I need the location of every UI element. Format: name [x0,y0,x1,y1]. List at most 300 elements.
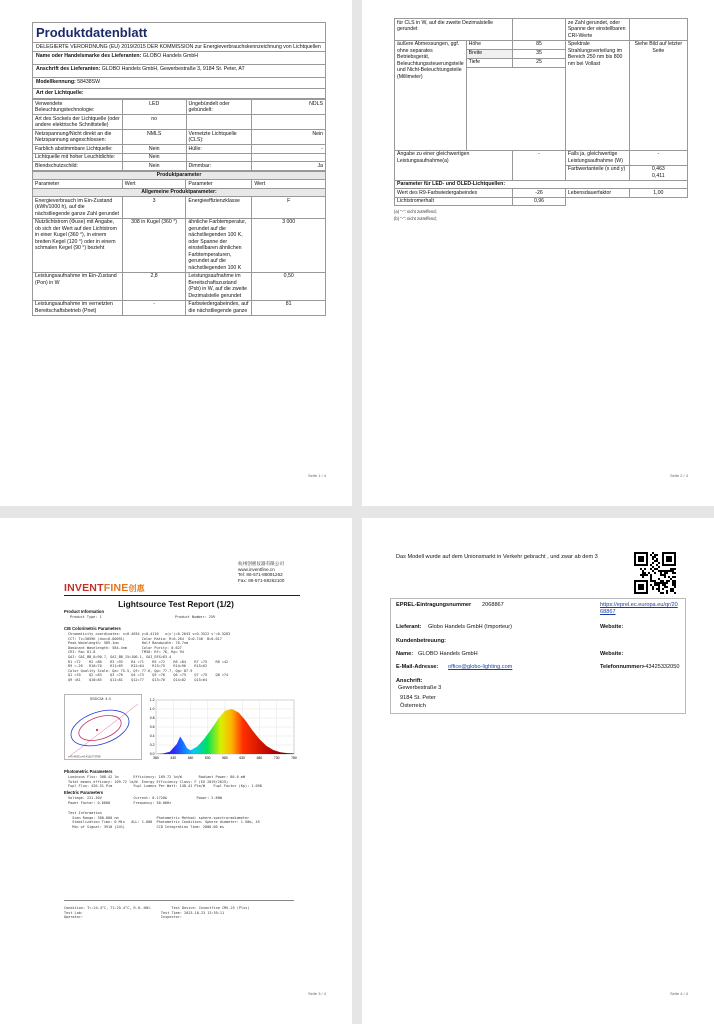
qr-module [674,584,676,586]
page-footer: Seite 3 / 4 [307,991,326,996]
qr-module [666,556,668,558]
qr-module [646,556,648,558]
report-title: Lightsource Test Report (1/2) [118,599,234,609]
qr-module [644,564,646,566]
qr-module [666,552,668,554]
qr-module [646,558,648,560]
qr-module [634,556,636,558]
type-row-value: Nein [122,153,186,162]
address-line-1: Gewerbestraße 3 [398,685,442,691]
footnote-b: (b) "-": nicht zutreffend; [394,216,437,221]
qr-module [664,564,666,566]
qr-module [662,574,664,576]
qr-module [652,562,654,564]
qr-module [650,576,652,578]
electric-line: Voltage: 221.30V Current: 0.1720A Power: 2.80W [68,796,222,800]
product-info-heading: Product Information [64,609,105,614]
type-row-label-2: Ungebündelt oder gebündelt: [186,100,252,115]
params-heading: Produktparameter [33,171,326,180]
qr-module [664,576,666,578]
qr-module [668,552,670,554]
equiv-power-value: - [513,150,566,180]
qr-module [656,560,658,562]
type-row-value-2: Nein [252,130,326,145]
cie-diagram [64,694,142,760]
qr-module [652,580,654,582]
website-label: Website: [600,624,624,630]
support-label: Kundenbetreuung: [396,638,447,644]
qr-module [638,558,640,560]
qr-module [672,552,674,554]
qr-module [662,588,664,590]
qr-module [656,564,658,566]
y-tick-label: 0.2 [149,743,155,748]
param-label: Leistungsaufnahme im Ein-Zustand (Pon) in W [33,272,123,300]
qr-module [642,556,644,558]
chromaticity-y: 0,411 [652,172,665,179]
qr-module [658,570,660,572]
qr-module [654,572,656,574]
chromaticity-label: Farbwertanteile (x und y) [565,165,629,180]
lumen-maintenance-value: 0,96 [513,197,566,206]
qr-module [658,566,660,568]
type-row-value: NMLS [122,130,186,145]
param-label-2: Energieeffizienzklasse [186,197,252,219]
email-link[interactable]: office@globo-lighting.com [448,664,513,670]
address-line-2: 9184 St. Peter [400,695,436,701]
param-value-2: 0,50 [252,272,326,300]
type-heading: Art der Lichtquelle: [32,89,326,99]
supplier-label: Lieferant: [396,624,422,630]
qr-module [638,552,640,554]
qr-module [634,588,636,590]
col-param-header-2: Parameter [186,180,252,189]
address-line-3: Österreich [400,703,426,709]
qr-module [666,572,668,574]
qr-module [670,588,672,590]
qr-module [650,554,652,556]
logo-part-cn: 创惠 [128,584,145,593]
qr-module [670,558,672,560]
qr-module [670,568,672,570]
type-row [33,145,326,154]
qr-module [660,592,662,594]
qr-module [666,558,668,560]
general-params-heading: Allgemeine Produktparameter: [33,188,326,197]
qr-module [664,572,666,574]
qr-module [660,582,662,584]
x-tick-label: 430 [170,756,177,760]
qr-module [646,586,648,588]
test-info-line: Scan Range: 380-800 nm Photometric Method: sphere-spectroradiometer [68,815,250,820]
qr-module [636,564,638,566]
model-row [32,78,326,89]
x-tick-label: 580 [222,756,228,760]
datasheet-page-1 [0,0,352,506]
qr-module [640,584,642,586]
qr-module [650,578,652,580]
y-tick-label: 1.0 [149,707,155,712]
test-conditions [64,906,249,920]
qr-module [642,570,644,572]
inventfine-logo [64,582,145,594]
param-label-2: ähnliche Farbtemperatur, gerundet auf die nächstliegenden 100 K, oder Spanne der einstellbaren ähnlichen Farbtemperaturen, gerundet auf die nächstliegenden 100 K [186,218,252,272]
spectrum-area [156,709,294,754]
measured-point [96,729,98,731]
qr-module [636,580,638,582]
qr-module [656,582,658,584]
spectral-label: Spektrale Strahlungsverteilung im Bereich 250 nm bis 800 nm bei Vollast [565,40,629,150]
photometric-line: Total means efficacy: 109.72 lm/W Energy Efficiency Class: F (EU 2019/2015) [68,779,229,784]
col-value-header-2: Wert [252,180,326,189]
photometric-heading: Photometric Parameters [64,769,113,774]
supplier-value: GLOBO Handels GmbH [142,53,199,60]
photometric-line: Luminous Flux: 308.42 lm Efficiency: 109.72 lm/W Radiant Power: 80.6 mW [68,775,246,779]
qr-module [638,584,640,586]
qr-module [666,590,668,592]
y-tick-label: 0.0 [149,752,155,757]
param-row [33,197,326,219]
qr-module [638,556,640,558]
qr-module [634,562,636,564]
qr-module [638,580,640,582]
qr-module [646,562,648,564]
qr-module [674,554,676,556]
qr-module [662,580,664,582]
model-label: Modellkennung: [36,79,76,86]
condition-line: Test Lab: Test Time: 2023-10-23 13:55:11 [64,910,225,915]
cie-line: CCT: Tc=3059K (duv=0.00091) Color Ratio: R=0.264 G=0.740 B=0.017 [68,636,222,641]
qr-module [664,582,666,584]
cri-value [629,19,687,41]
qr-module [662,556,664,558]
qr-module [674,560,676,562]
qr-module [642,574,644,576]
qr-module [674,582,676,584]
qr-module [646,590,648,592]
dim-width-label: Breite [466,49,513,58]
address-label: Anschrift des Lieferanten: [36,66,101,73]
y-tick-label: 1.2 [149,698,155,703]
supplier-row [32,52,326,65]
qr-module [654,568,656,570]
qr-module [670,590,672,592]
cie-line: GAI: GAI_BB_8=90.7, GAI_BB_15=100.1, GAI_EES=63.4 [68,654,172,659]
cie-line: Peak Wavelength: 589.1nm Half Bandwidth: 76.7nm [68,641,189,646]
type-row-value-2 [252,153,326,162]
equiv-power-label: Angabe zu einer gleichwertigen Leistungsaufnahme(a) [395,150,513,180]
qr-module [638,588,640,590]
qr-module [642,586,644,588]
qr-module [674,592,676,594]
qr-module [650,580,652,582]
dim-depth-label: Tiefe [466,58,513,67]
type-row-label: Farblich abstimmbare Lichtquelle: [33,145,123,154]
product-type: Product Type: 1 [70,615,102,619]
qr-module [672,576,674,578]
type-row-label: Art des Sockels der Lichtquelle (oder andere elektrische Schnittstelle) [33,115,123,130]
name-value: GLOBO Handels GmbH [418,651,478,657]
param-value: 2,8 [122,272,186,300]
led-params-heading: Parameter für LED- und OLED-Lichtquellen: [395,180,688,189]
qr-module [642,558,644,560]
type-table [32,99,326,171]
qr-module [650,564,652,566]
qr-module [640,586,642,588]
param-value: 3 [122,197,186,219]
name-label: Name: [396,651,414,657]
y-tick-label: 0.6 [149,725,155,730]
type-row-value: Nein [122,145,186,154]
type-row [33,100,326,115]
qr-module [658,584,660,586]
qr-module [640,568,642,570]
cie-parameters [68,632,230,683]
qr-module [642,588,644,590]
qr-module [662,564,664,566]
cie-line: Color Quality Scale: Qa= 75.5, Qf= 77.6, Qp= 77.7, Qg= 87.9 [68,668,193,673]
qr-module [672,568,674,570]
qr-module [668,556,670,558]
qr-module [660,580,662,582]
qr-module [640,558,642,560]
x-tick-label: 630 [239,756,246,760]
qr-module [650,568,652,570]
logo-part-b: FINE [103,582,129,594]
qr-module [672,570,674,572]
logo-part-a: INVENT [64,582,104,594]
qr-module [640,580,642,582]
lab-name: 杭州创惠仪器有限公司 [238,561,284,566]
param-value-2: 3 000 [252,218,326,272]
qr-module [640,592,642,594]
cie-coord-label: x=0.4635 y=0.4115 F3789 [68,754,101,759]
qr-module [634,586,636,588]
qr-module [674,558,676,560]
cie-line: R9 =-26 R10=70 R11=69 R12=64 R13=75 R14=96 R15=62 [68,664,208,669]
param-value: - [122,300,186,315]
lab-website: www.inventfine.cn [238,566,275,572]
qr-module [634,552,636,554]
equiv-power-value-2: - [629,150,687,165]
cls-label: für CLS in W, auf die zweite Dezimalstelle gerundet [395,19,513,41]
qr-module [666,592,668,594]
header-divider [64,595,300,596]
address-row [32,65,326,78]
email-label: E-Mail-Adresse: [396,664,439,670]
qr-module [674,576,676,578]
param-row [33,300,326,315]
qr-module [670,578,672,580]
website-label-2: Website: [600,651,624,657]
qr-module [642,576,644,578]
qr-module [642,564,644,566]
dim-height-value: 85 [513,40,566,49]
qr-module [664,586,666,588]
footnote-a: (a) "-": nicht zutreffend; [394,209,437,214]
qr-module [662,592,664,594]
cie-line: Q9 =81 Q10=85 Q11=81 Q12=77 Q13=76 Q14=82 Q15=64 [68,677,208,682]
qr-module [662,570,664,572]
cls-value [513,19,566,41]
address-value: GLOBO Handels GmbH, Gewerbestraße 3, 9184 St. Peter, AT [101,66,245,73]
spectrum-chart [146,698,298,764]
qr-module [636,592,638,594]
r9-label: Wert des R9-Farbwiedergabeindex [395,189,513,198]
qr-module [646,588,648,590]
dim-height-label: Höhe [466,40,513,49]
qr-module [634,590,636,592]
qr-module [652,556,654,558]
qr-module [646,582,648,584]
qr-module [658,562,660,564]
param-label: Nutzlichtstrom (Φuse) mit Angabe, ob sich der Wert auf den Lichtstrom in einer Kugel (360 °), in einem breiten Kegel (120 °) oder in einem schmalen Kegel (90 °) bezieht [33,218,123,272]
address-label: Anschrift: [396,678,423,684]
qr-module [670,552,672,554]
qr-module [652,558,654,560]
eprel-link[interactable]: https://eprel.ec.europa.eu/qr/2068867 [600,602,678,615]
qr-module [646,560,648,562]
x-tick-label: 680 [256,756,263,760]
photometric-line: Fupl Flux: 420.51 Pim Fupl Lumens Per Watt: 148.41 Plm/W Fupl Factor (Kp): 1.098 [68,784,262,789]
qr-module [646,580,648,582]
qr-module [672,590,674,592]
type-row-label-2 [186,153,252,162]
qr-module [640,560,642,562]
qr-module [674,556,676,558]
test-info-line: Test Information [68,811,102,815]
qr-module [654,560,656,562]
phone-value: +43425332050 [642,664,680,670]
qr-module [634,582,636,584]
qr-module [666,560,668,562]
phone-label: Telefonnummer: [600,664,644,670]
param-value-2: 81 [252,300,326,315]
x-tick-label: 530 [204,756,211,760]
info-box [390,598,686,714]
qr-module [652,552,654,554]
eprel-number: 2068867 [482,602,504,608]
lifetime-factor-value: 1,00 [629,189,687,198]
sdcm-label: 5SDCM: 4.3 [90,697,111,701]
qr-module [640,588,642,590]
qr-module [642,592,644,594]
cie-line: Q1 =70 Q2 =83 Q3 =78 Q4 =73 Q5 =76 Q6 =75 Q7 =75 Q8 =74 [68,673,229,678]
type-row-value: LED [122,100,186,115]
condition-line: Operator: Inspector: [64,915,183,920]
qr-module [658,582,660,584]
x-tick-label: 780 [291,756,297,760]
type-row-value-2: Ja [252,162,326,171]
qr-module [642,580,644,582]
qr-module [642,560,644,562]
qr-module [674,586,676,588]
col-param-header: Parameter [33,180,123,189]
type-row-value: Nein [122,162,186,171]
r9-value: -26 [513,189,566,198]
type-row-label: Netzspannung/Nicht direkt an die Netzspannung angeschlossen: [33,130,123,145]
param-value-2: F [252,197,326,219]
qr-module [674,562,676,564]
spectral-value: Siehe Bild auf letzter Seite [629,40,687,150]
qr-module [662,582,664,584]
test-information [68,811,260,829]
lab-contact [238,561,284,583]
qr-module [668,580,670,582]
qr-module [666,586,668,588]
qr-module [652,588,654,590]
qr-module [638,560,640,562]
qr-module [634,584,636,586]
type-row [33,115,326,130]
page-footer: Seite 2 / 4 [669,473,688,478]
qr-module [666,580,668,582]
qr-module [658,588,660,590]
qr-module [664,574,666,576]
qr-module [660,572,662,574]
type-row [33,153,326,162]
eprel-page [362,518,714,1024]
qr-module [644,574,646,576]
x-tick-labels [153,756,297,760]
x-tick-label: 730 [273,756,280,760]
qr-module [674,568,676,570]
type-row-value-2: NDLS [252,100,326,115]
qr-module [656,584,658,586]
qr-module [660,574,662,576]
model-value: 58438SW [77,79,101,86]
param-row [33,272,326,300]
qr-module [668,570,670,572]
x-tick-label: 480 [187,756,194,760]
y-tick-labels [150,698,155,756]
qr-module [668,560,670,562]
qr-module [642,552,644,554]
qr-module [670,570,672,572]
type-row-label-2: Hülle: [186,145,252,154]
electric-line: Power Factor: 0.6600 Frequency: 50.00Hz [68,800,172,805]
param-row [33,218,326,272]
qr-module [662,584,664,586]
x-tick-label: 380 [153,756,159,760]
qr-module [656,554,658,556]
qr-module [668,558,670,560]
qr-module [646,564,648,566]
qr-module [668,576,670,578]
param-label-2: Leistungsaufnahme im Bereitschaftszustand (Psb) in W, auf die zweite Dezimalstelle gerundet [186,272,252,300]
qr-module [646,574,648,576]
bottom-divider [64,900,294,901]
cie-line: CRI: Ra= 81.8 TM30: Rf= 76, Rg= 94 [68,650,184,655]
qr-module [656,558,658,560]
product-number: Product Number: 259 [175,615,216,619]
col-value-header: Wert [122,180,186,189]
qr-module [638,592,640,594]
qr-module [660,570,662,572]
param-label: Leistungsaufnahme im vernetzten Bereitschaftsbetrieb (Pnet) [33,300,123,315]
qr-module [646,552,648,554]
qr-module [644,568,646,570]
supplier-value: Globo Handels GmbH (Importeur) [428,624,512,630]
qr-module [640,574,642,576]
qr-module [656,568,658,570]
datasheet-page-2 [362,0,714,506]
photometric-parameters [68,775,262,789]
cri-label: ze Zahl gerundet, oder Spanne der einstellbaren CRI-Werte [565,19,629,41]
qr-module [638,564,640,566]
eprel-qr-code[interactable] [634,552,676,594]
param-value: 308 in Kugel (360 °) [122,218,186,272]
